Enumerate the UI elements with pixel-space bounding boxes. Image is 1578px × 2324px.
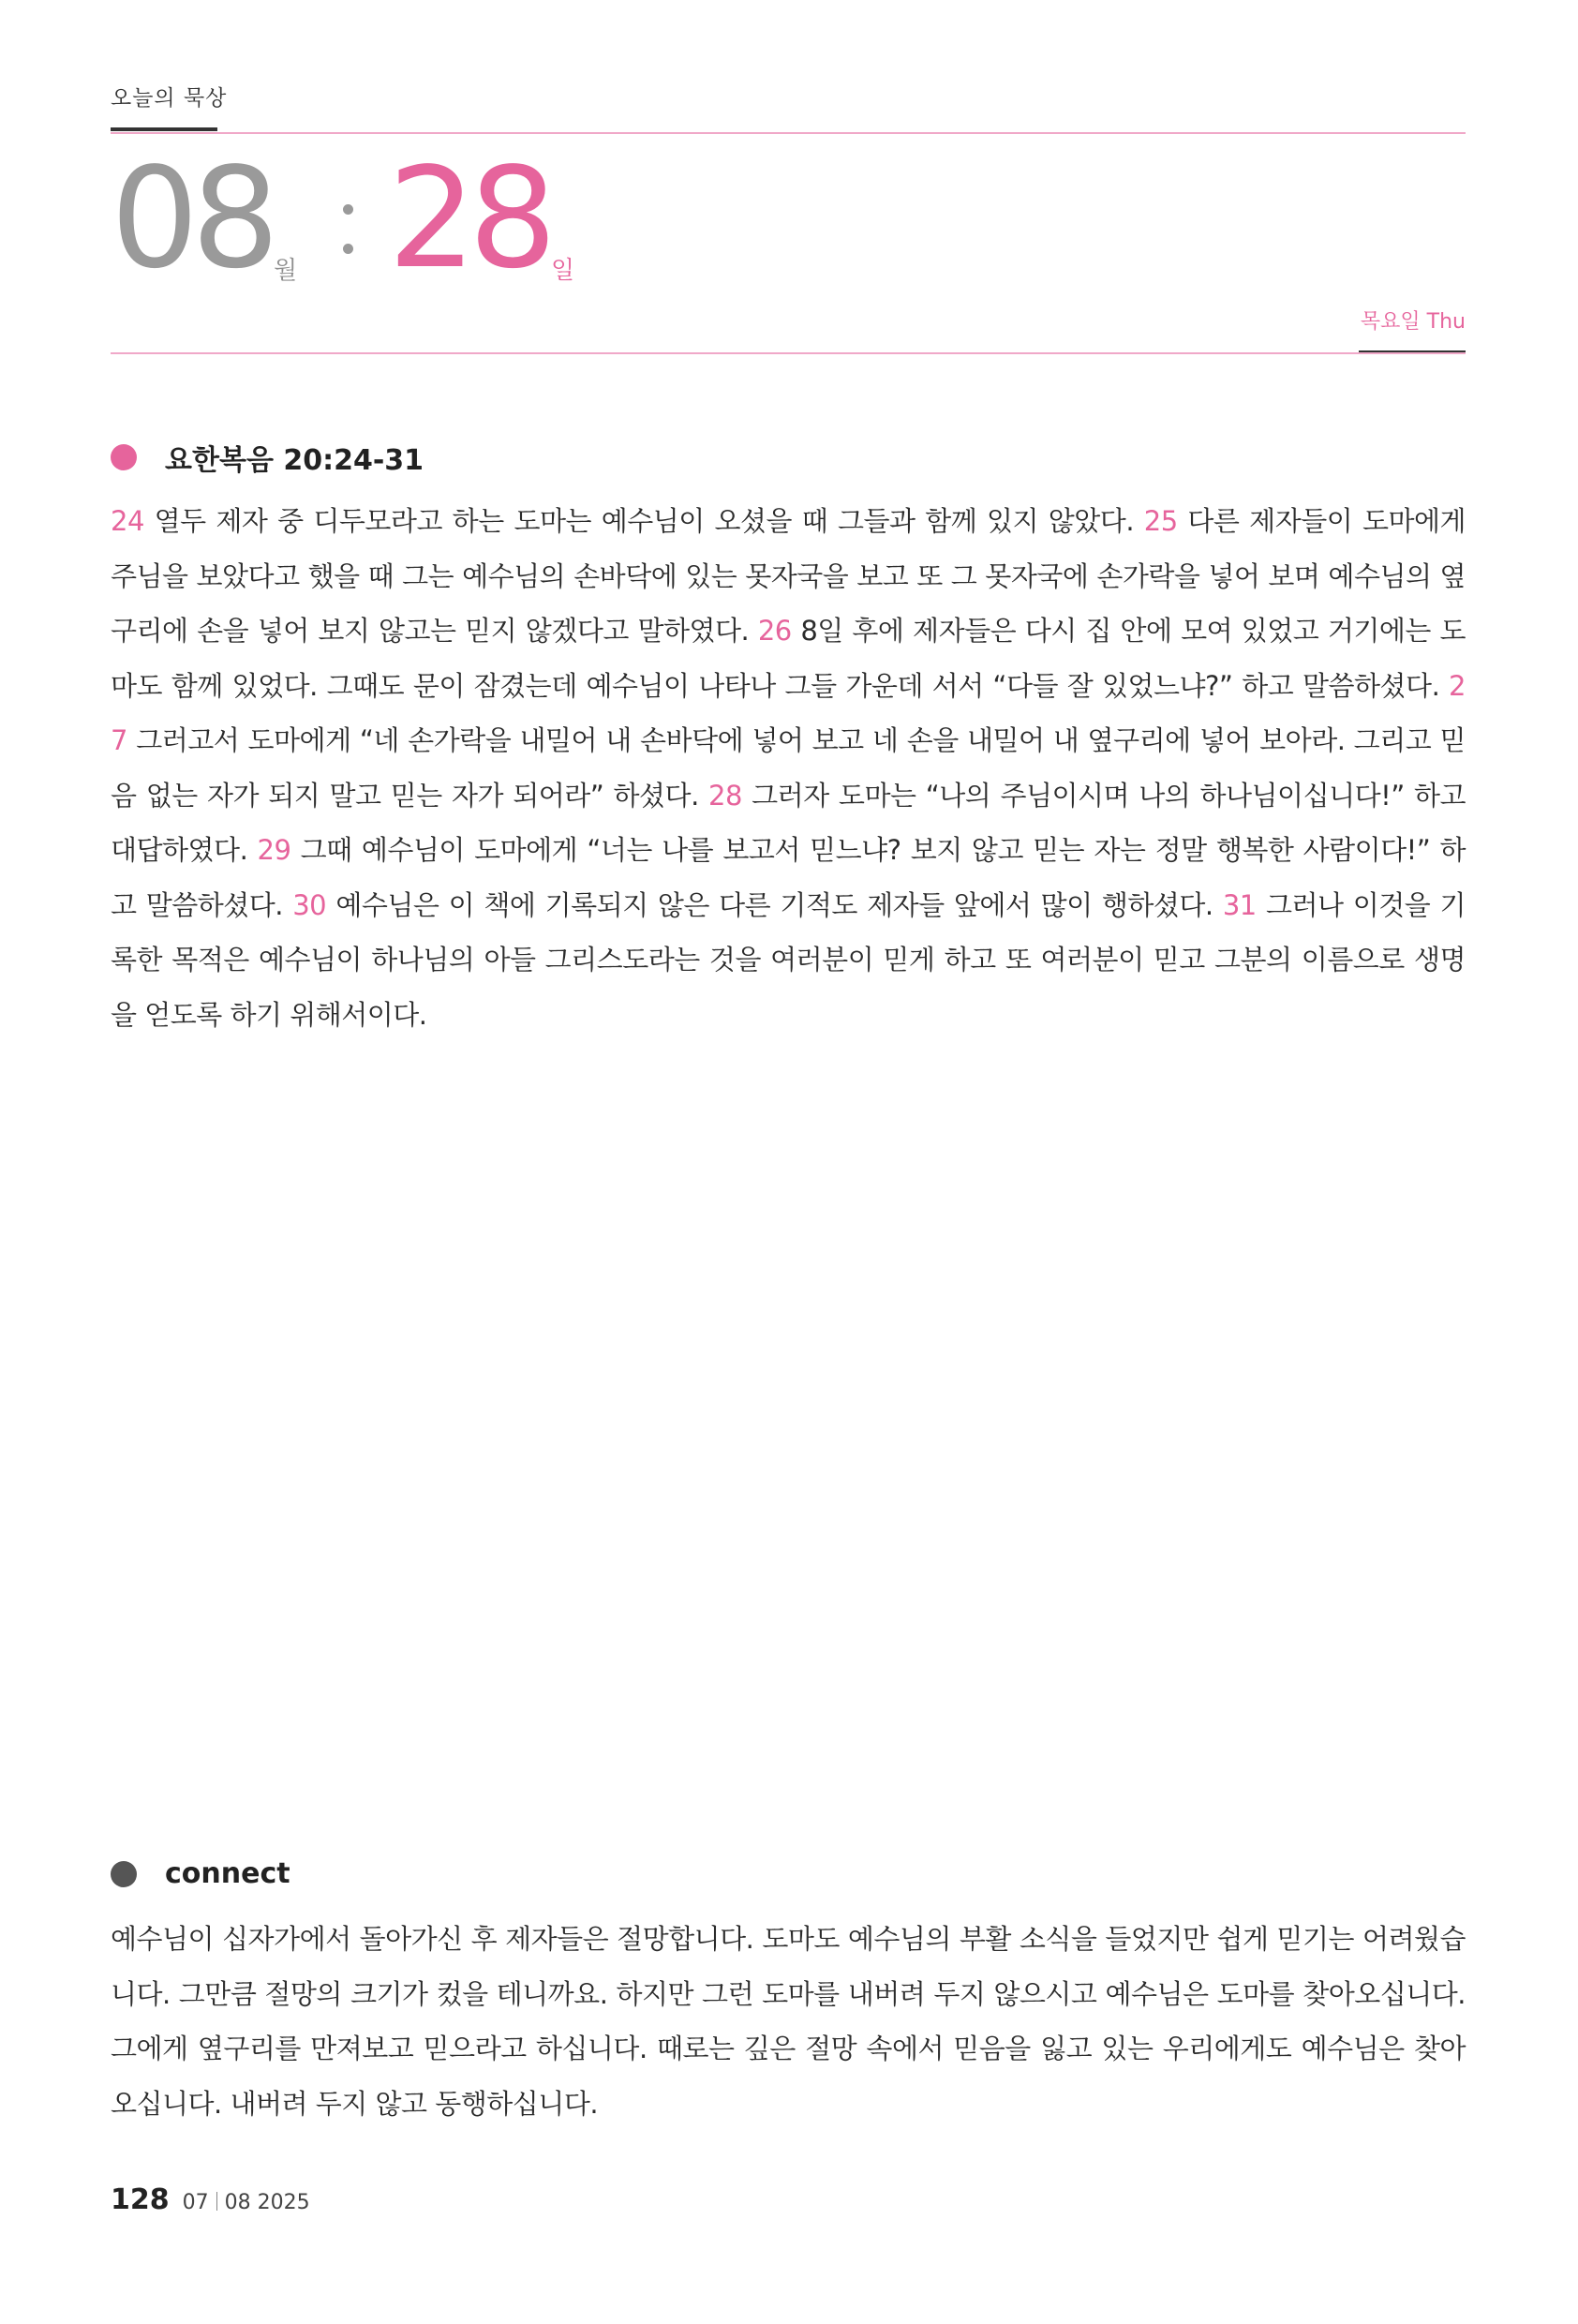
month-number: 08 <box>111 138 273 299</box>
verse-number: 29 <box>257 834 291 866</box>
verse-text: 다른 제자들이 도마에게 주님을 보았다고 했을 때 그는 예수님의 손바닥에 있는 못자국을 보고 또 그 못자국에 손가락을 넣어 보며 예수님의 옆구리에 손을 넣어 보지 않고는 믿지 않겠다고 말하였다. <box>111 505 1466 647</box>
weekday-label: 목요일 Thu <box>1360 310 1466 334</box>
colon-dot-top <box>343 204 353 215</box>
page-footer <box>111 2183 310 2216</box>
page-number: 128 <box>111 2183 170 2216</box>
verse-number: 31 <box>1222 888 1257 921</box>
scripture-reference: 요한복음 20:24-31 <box>165 444 424 477</box>
issue-rest: 08 2025 <box>224 2191 310 2214</box>
day-unit: 일 <box>551 257 575 285</box>
header-underline <box>111 127 217 131</box>
verse-text: 그때 예수님이 도마에게 “너는 나를 보고서 믿느냐? 보지 않고 믿는 자는 정말 행복한 사람이다!” 하고 말씀하셨다. <box>111 834 1466 921</box>
verse-number: 24 <box>111 505 144 537</box>
issue-month: 07 <box>182 2191 209 2214</box>
connect-title: connect <box>165 1857 290 1890</box>
scripture-passage <box>111 494 1466 1042</box>
bullet-icon <box>111 1861 137 1887</box>
issue-label <box>183 2191 310 2214</box>
top-divider <box>111 132 1466 134</box>
verse-number: 25 <box>1143 505 1178 537</box>
verse-number: 27 <box>111 669 1466 756</box>
verse-text: 그러고서 도마에게 “네 손가락을 내밀어 내 손바닥에 넣어 보고 네 손을 내밀어 내 옆구리에 넣어 보아라. 그리고 믿음 없는 자가 되지 말고 믿는 자가 되어라” 하셨다. <box>111 724 1466 812</box>
month-unit: 월 <box>274 257 298 285</box>
verse-text: 8일 후에 제자들은 다시 집 안에 모여 있었고 거기에는 도마도 함께 있었다. 그때도 문이 잠겼는데 예수님이 나타나 그들 가운데 서서 “다들 잘 있었느냐?” 하고 말씀하셨다. <box>111 615 1466 702</box>
bullet-icon <box>111 444 137 470</box>
verse-number: 26 <box>757 615 792 647</box>
verse-text: 그러나 이것을 기록한 목적은 예수님이 하나님의 아들 그리스도라는 것을 여러분이 믿게 하고 또 여러분이 믿고 그분의 이름으로 생명을 얻도록 하기 위해서이다. <box>111 888 1466 1031</box>
header-label: 오늘의 묵상 <box>111 86 228 111</box>
verse-text: 열두 제자 중 디두모라고 하는 도마는 예수님이 오셨을 때 그들과 함께 있지 않았다. <box>154 505 1135 537</box>
issue-separator <box>216 2192 217 2211</box>
day-number: 28 <box>388 138 550 299</box>
connect-body: 예수님이 십자가에서 돌아가신 후 제자들은 절망합니다. 도마도 예수님의 부활 소식을 들었지만 쉽게 믿기는 어려웠습니다. 그만큼 절망의 크기가 컸을 테니까요. 하지만 그런 도마를 내버려 두지 않으시고 예수님은 도마를 찾아오십니다. 그에게 옆구리를 만져보고 믿으라고 하십니다. 때로는 깊은 절망 속에서 믿음을 잃고 있는 우리에게도 예수님은 찾아오십니다. 내버려 두지 않고 동행하십니다. <box>111 1923 1466 2120</box>
colon-dot-bottom <box>343 244 353 254</box>
verse-number: 30 <box>292 888 327 921</box>
date-divider <box>111 352 1466 354</box>
scripture-heading <box>111 437 424 478</box>
connect-heading <box>111 1857 290 1890</box>
verse-number: 28 <box>708 779 742 812</box>
verse-text: 예수님은 이 책에 기록되지 않은 다른 기적도 제자들 앞에서 많이 행하셨다. <box>335 888 1213 921</box>
verse-text: 그러자 도마는 “나의 주님이시며 나의 하나님이십니다!” 하고 대답하였다. <box>111 779 1466 866</box>
